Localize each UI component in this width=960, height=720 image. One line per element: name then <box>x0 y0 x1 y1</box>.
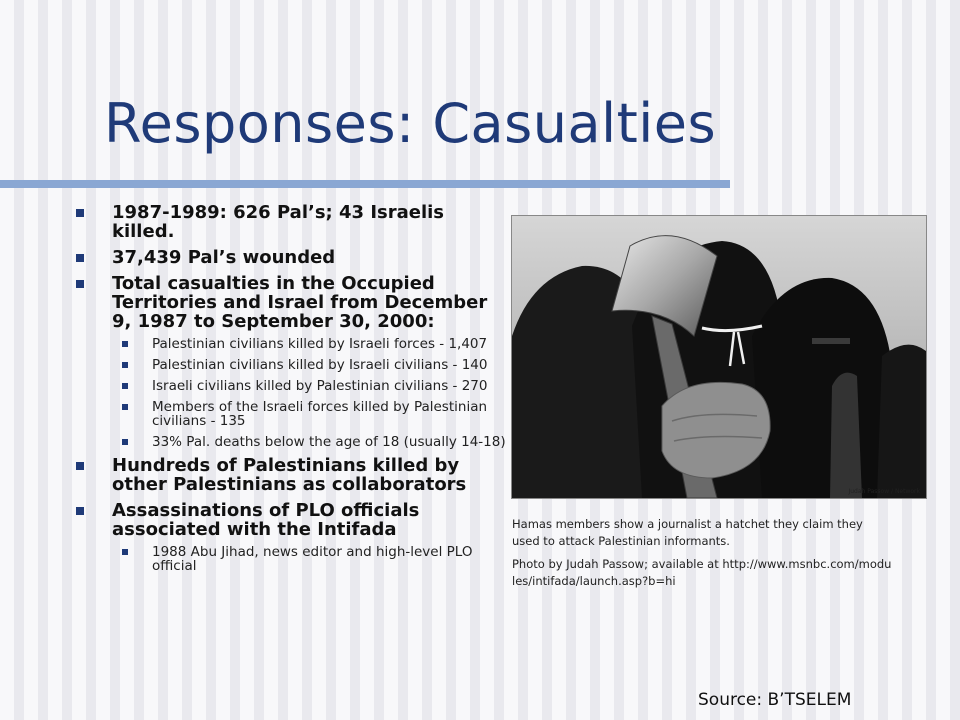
bullet-text: Assassinations of PLO officials associated with the Intifada <box>112 500 420 540</box>
bullet-list <box>76 203 508 580</box>
caption-photo-credit: Photo by Judah Passow; available at http://www.msnbc.com/modules/intifada/launch.asp?b=hi <box>512 557 892 588</box>
sub-bullet-item: Israeli civilians killed by Palestinian civilians - 270 <box>112 379 508 393</box>
bullet-text: 37,439 Pal’s wounded <box>112 247 336 268</box>
sub-bullet-item: 1988 Abu Jihad, news editor and high-level PLO official <box>112 545 508 573</box>
bullet-text: Hundreds of Palestinians killed by other Palestinians as collaborators <box>112 455 467 495</box>
bullet-text: 1987-1989: 626 Pal’s; 43 Israelis killed. <box>112 202 445 242</box>
bullet-item <box>76 274 508 449</box>
bullet-item <box>76 203 508 241</box>
bullet-item <box>76 248 508 267</box>
bullet-item <box>76 501 508 573</box>
sub-bullet-item: Palestinian civilians killed by Israeli forces - 1,407 <box>112 337 508 351</box>
title-underline <box>0 180 730 188</box>
caption-description: Hamas members show a journalist a hatchet they claim they used to attack Palestinian informants. <box>512 517 863 548</box>
photo-credit-mark: Judah Passow / Network <box>848 488 920 495</box>
slide-title: Responses: Casualties <box>104 92 717 155</box>
sub-bullet-list <box>112 545 508 573</box>
sub-bullet-item: Members of the Israeli forces killed by Palestinian civilians - 135 <box>112 400 508 428</box>
news-photo <box>512 216 926 498</box>
bullet-item <box>76 456 508 494</box>
photo-caption <box>512 516 894 596</box>
sub-bullet-item: Palestinian civilians killed by Israeli civilians - 140 <box>112 358 508 372</box>
source-note: Source: B’TSELEM <box>698 690 852 710</box>
photo-illustration <box>512 216 926 498</box>
sub-bullet-list <box>112 337 508 449</box>
sub-bullet-item: 33% Pal. deaths below the age of 18 (usually 14-18) <box>112 435 508 449</box>
bullet-text: Total casualties in the Occupied Territories and Israel from December 9, 1987 to September 30, 2000: <box>112 273 488 332</box>
